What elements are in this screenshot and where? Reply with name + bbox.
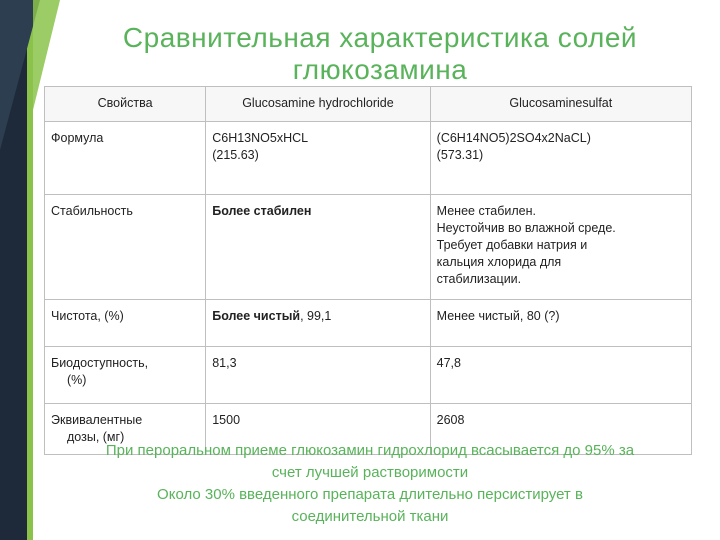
stability-hcl-text: Более стабилен (212, 204, 312, 218)
cell-stability-sulfate (430, 195, 691, 300)
slide-title: Сравнительная характеристика солей глюкозамина (122, 22, 638, 85)
purity-hcl-bold: Более чистый (212, 309, 301, 323)
cell-stability-label: Стабильность (45, 195, 206, 300)
stability-sulfate-line: стабилизации. (436, 272, 522, 286)
cell-dose-sulfate: 2608 (430, 404, 691, 455)
stability-sulfate-line: Менее стабилен. (436, 204, 536, 218)
cell-formula-sulfate (430, 122, 691, 195)
cell-formula-hcl (206, 122, 430, 195)
table-row-purity (45, 300, 692, 347)
cell-bioavailability-sulfate: 47,8 (430, 347, 691, 404)
stability-sulfate-line: Неустойчив во влажной среде. (436, 221, 616, 235)
cell-bioavailability-hcl: 81,3 (206, 347, 430, 404)
header-sulfate: Glucosaminesulfat (430, 87, 691, 122)
header-hydrochloride: Glucosamine hydrochloride (206, 87, 430, 122)
comparison-table (44, 86, 692, 455)
cell-formula-label: Формула (45, 122, 206, 195)
header-properties: Свойства (45, 87, 206, 122)
stability-sulfate-line: кальция хлорида для (436, 255, 562, 269)
table-row-stability (45, 195, 692, 300)
bioavailability-label-unit: (%) (67, 373, 87, 387)
cell-stability-hcl (206, 195, 430, 300)
formula-hcl-mass: (215.63) (212, 148, 259, 162)
formula-hcl-text: C6H13NO5xHCL (212, 131, 309, 145)
dose-label-line: Эквивалентные (51, 413, 143, 427)
table-header-row (45, 87, 692, 122)
dose-label-unit: дозы, (мг) (67, 430, 125, 444)
footer-line: Около 30% введенного препарата длительно персистирует в (157, 486, 583, 503)
bioavailability-label-line: Биодоступность, (51, 356, 149, 370)
cell-purity-sulfate: Менее чистый, 80 (?) (430, 300, 691, 347)
footer-note (40, 440, 700, 528)
stability-sulfate-line: Требует добавки натрия и (436, 238, 588, 252)
footer-line: При пероральном приеме глюкозамин гидрохлорид всасывается до 95% за (105, 442, 635, 459)
cell-purity-hcl (206, 300, 430, 347)
comparison-table-container (44, 86, 692, 455)
purity-hcl-value: , 99,1 (300, 309, 332, 323)
formula-sulfate-mass: (573.31) (436, 148, 484, 162)
table-row-bioavailability (45, 347, 692, 404)
table-row-formula (45, 122, 692, 195)
cell-bioavailability-label (45, 347, 206, 404)
cell-purity-label: Чистота, (%) (45, 300, 206, 347)
footer-line: соединительной ткани (291, 508, 449, 525)
cell-dose-hcl: 1500 (206, 404, 430, 455)
footer-line: счет лучшей растворимости (271, 464, 469, 481)
formula-sulfate-text: (C6H14NO5)2SO4x2NaCL) (436, 131, 591, 145)
